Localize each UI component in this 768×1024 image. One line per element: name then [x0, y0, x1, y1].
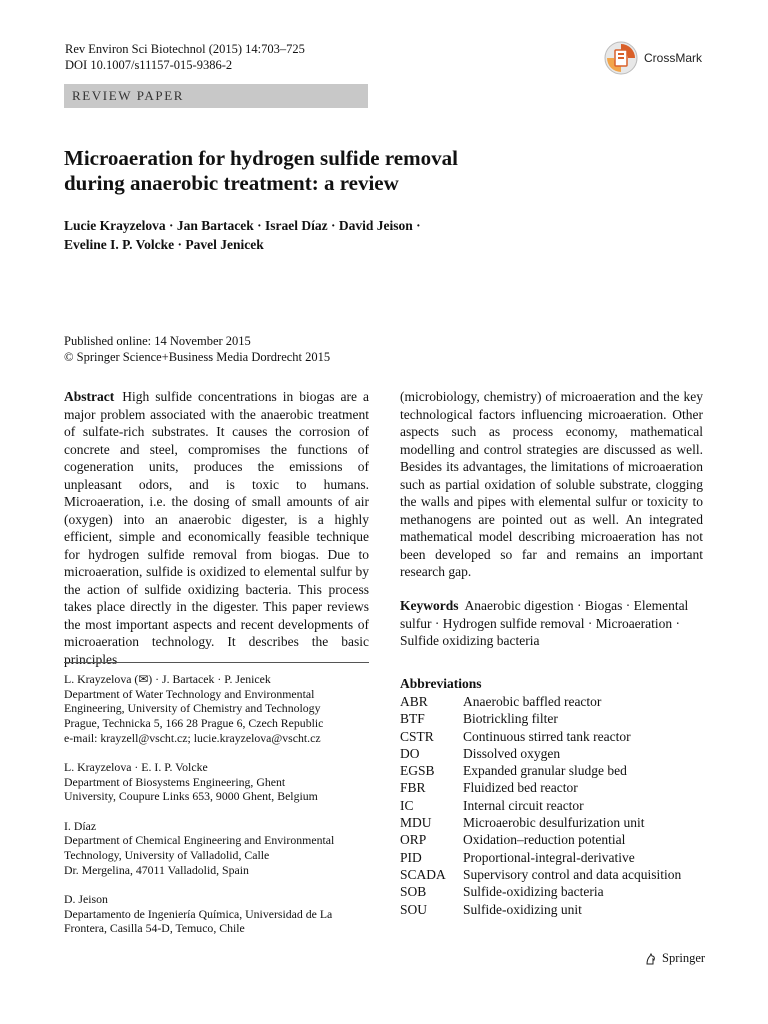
publication-info — [64, 333, 330, 365]
doi-line[interactable]: DOI 10.1007/s11157-015-9386-2 — [65, 58, 233, 72]
keywords-heading: Keywords — [400, 598, 459, 613]
publisher-logo — [644, 951, 705, 966]
abbreviations-list — [400, 693, 720, 918]
abbreviation-row — [400, 849, 720, 866]
affiliation-line: Department of Water Technology and Environmental — [64, 686, 315, 701]
abstract-text-right: (microbiology, chemistry) of microaeration and the key technological factors influencing microaeration. Other aspects such as process economy, mathematical modelling and control strategies are discussed as well. Besides its advantages, the limitations of microaeration such as partial oxidation of soluble substrate, clogging the walls and pipes with elemental sulfur or toxicity to methanogens are pointed out as well. An integrated mathematical model describing microaeration has not been developed so far and remains an important research gap. — [400, 389, 703, 579]
affiliation-line: Engineering, University of Chemistry and Technology — [64, 701, 321, 716]
footnote-divider — [64, 662, 369, 663]
abbreviation-definition: Oxidation–reduction potential — [463, 832, 626, 848]
affiliation-line: I. Díaz — [64, 818, 97, 833]
affiliation-line: University, Coupure Links 653, 9000 Ghent, Belgium — [64, 789, 318, 804]
crossmark-label: CrossMark — [644, 51, 703, 65]
abbreviation: BTF — [400, 711, 425, 727]
springer-horse-icon — [644, 952, 658, 966]
abbreviation-definition: Proportional-integral-derivative — [463, 849, 635, 865]
abbreviation: SOU — [400, 901, 428, 917]
abbreviation: FBR — [400, 780, 426, 796]
abbreviation-definition: Sulfide-oxidizing bacteria — [463, 884, 604, 900]
affiliation-line: Frontera, Casilla 54-D, Temuco, Chile — [64, 921, 245, 936]
crossmark-icon — [604, 41, 638, 75]
abbreviation-row — [400, 693, 720, 710]
abbreviation: SOB — [400, 884, 427, 900]
affiliation-block — [64, 672, 369, 746]
abstract-heading: Abstract — [64, 389, 115, 404]
crossmark-badge[interactable] — [604, 41, 702, 75]
abbreviation-definition: Biotrickling filter — [463, 711, 558, 727]
abbreviation-row — [400, 745, 720, 762]
article-title — [64, 146, 624, 196]
article-type-band — [64, 84, 368, 108]
abbreviation: SCADA — [400, 866, 446, 882]
affiliations — [64, 672, 369, 951]
abbreviation-definition: Microaerobic desulfurization unit — [463, 815, 645, 831]
authors-line-1: Lucie Krayzelova · Jan Bartacek · Israel Díaz · David Jeison · — [64, 218, 421, 233]
abbreviation-row — [400, 762, 720, 779]
abbreviation-row — [400, 710, 720, 727]
abbreviation-row — [400, 883, 720, 900]
abbreviation-row — [400, 779, 720, 796]
affiliation-line: D. Jeison — [64, 891, 108, 906]
abbreviation-row — [400, 901, 720, 918]
publisher-label: Springer — [662, 951, 706, 965]
journal-citation — [65, 41, 305, 73]
published-online: Published online: 14 November 2015 — [64, 334, 251, 348]
keywords-block — [400, 597, 703, 650]
email-line[interactable]: e-mail: krayzell@vscht.cz; lucie.krayzelova@vscht.cz — [64, 730, 321, 745]
title-line-2: during anaerobic treatment: a review — [64, 171, 399, 195]
citation-line: Rev Environ Sci Biotechnol (2015) 14:703–725 — [65, 42, 305, 56]
affiliation-line: L. Krayzelova · E. I. P. Volcke — [64, 760, 208, 775]
abbreviation-definition: Supervisory control and data acquisition — [463, 866, 682, 882]
abbreviation-row — [400, 866, 720, 883]
affiliation-line: Dr. Mergelina, 47011 Valladolid, Spain — [64, 862, 249, 877]
affiliation-block — [64, 819, 369, 878]
affiliation-line: Departamento de Ingeniería Química, Universidad de La — [64, 906, 333, 921]
keywords-text: Anaerobic digestion · Biogas · Elemental sulfur · Hydrogen sulfide removal · Microaeration · Sulfide oxidizing bacteria — [400, 598, 689, 648]
abbreviation-row — [400, 814, 720, 831]
title-line-1: Microaeration for hydrogen sulfide removal — [64, 146, 458, 170]
abbreviation-definition: Anaerobic baffled reactor — [463, 694, 602, 709]
abstract-text-left: High sulfide concentrations in biogas are a major problem associated with the anaerobic treatment of sulfate-rich substrates. It causes the corrosion of concrete and steel, compromises the functions of cogeneration units, produces the emissions of unpleasant odors, and is toxic to humans. Microaeration, i.e. the dosing of small amounts of air (oxygen) into an anaerobic digester, is a highly efficient, simple and economically feasible technique for hydrogen sulfide removal from biogas. Due to microaeration, sulfide is oxidized to elemental sulfur by the action of sulfide oxidizing bacteria. This process takes place directly in the digester. This paper reviews the most important aspects and recent developments of microaeration technology. It describes the basic principles — [64, 389, 369, 667]
copyright-line: © Springer Science+Business Media Dordrecht 2015 — [64, 350, 331, 364]
abbreviation: MDU — [400, 815, 432, 831]
abbreviation-definition: Continuous stirred tank reactor — [463, 728, 631, 744]
article-type-label: REVIEW PAPER — [72, 88, 185, 103]
affiliation-line: Department of Chemical Engineering and Environmental — [64, 833, 335, 848]
abbreviation: PID — [400, 849, 422, 865]
affiliation-line: Prague, Technicka 5, 166 28 Prague 6, Czech Republic — [64, 716, 324, 731]
authors-line-2: Eveline I. P. Volcke · Pavel Jenicek — [64, 237, 264, 252]
abbreviation-definition: Fluidized bed reactor — [463, 780, 578, 796]
abbreviation: DO — [400, 745, 420, 761]
abbreviation: ORP — [400, 832, 427, 848]
abbreviation: CSTR — [400, 728, 434, 744]
abbreviation: IC — [400, 797, 414, 813]
abbreviation-definition: Sulfide-oxidizing unit — [463, 901, 582, 917]
abbreviation-definition: Dissolved oxygen — [463, 745, 561, 761]
author-list — [64, 216, 664, 254]
abbreviation: ABR — [400, 694, 428, 709]
abstract-left — [64, 388, 369, 668]
abbreviation-row — [400, 797, 720, 814]
affiliation-block — [64, 760, 369, 804]
affiliation-line: Technology, University of Valladolid, Calle — [64, 848, 270, 863]
affiliation-line: Department of Biosystems Engineering, Ghent — [64, 774, 286, 789]
abbreviation-definition: Internal circuit reactor — [463, 797, 584, 813]
affiliation-line: L. Krayzelova (✉) · J. Bartacek · P. Jenicek — [64, 672, 271, 686]
abbreviation-row — [400, 728, 720, 745]
abbreviation: EGSB — [400, 763, 435, 779]
abbreviations-heading: Abbreviations — [400, 676, 482, 691]
affiliation-block — [64, 892, 369, 936]
abbreviation-definition: Expanded granular sludge bed — [463, 763, 627, 779]
abstract-right — [400, 388, 703, 581]
abbreviation-row — [400, 831, 720, 848]
